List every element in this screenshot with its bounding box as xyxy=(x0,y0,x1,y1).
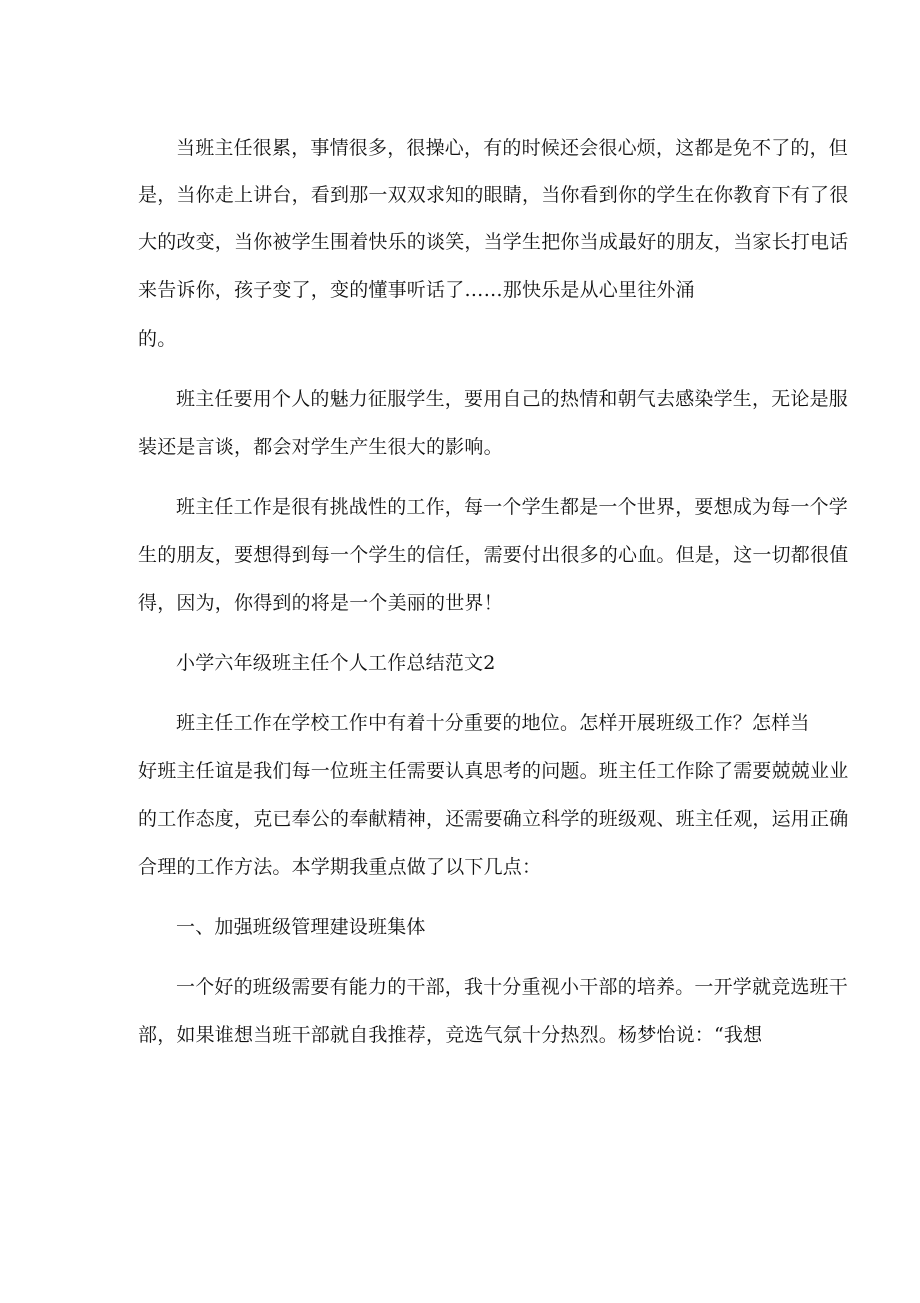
paragraph-1-line-1: 当班主任很累，事情很多，很操心，有的时候还会很心烦，这都是免不了的，但 xyxy=(176,137,849,159)
subsection-heading: 一、加强班级管理建设班集体 xyxy=(176,916,426,938)
paragraph-5-line-1: 班主任工作在学校工作中有着十分重要的地位。怎样开展班级工作？怎样当 xyxy=(176,712,810,734)
paragraph-3-line-1: 班主任工作是很有挑战性的工作，每一个学生都是一个世界，要想成为每一个学 xyxy=(176,496,849,518)
paragraph-2-line-1: 班主任要用个人的魅力征服学生，要用自己的热情和朝气去感染学生，无论是服 xyxy=(176,388,849,410)
paragraph-1-line-3: 大的改变，当你被学生围着快乐的谈笑，当学生把你当成最好的朋友，当家长打电话 xyxy=(138,231,849,253)
paragraph-7-line-2: 部，如果谁想当班干部就自我推荐，竞选气氛十分热烈。杨梦怡说：“我想 xyxy=(138,1024,763,1046)
paragraph-1-line-5: 的。 xyxy=(138,328,177,350)
section-heading: 小学六年级班主任个人工作总结范文2 xyxy=(176,652,496,674)
paragraph-7-line-1: 一个好的班级需要有能力的干部，我十分重视小干部的培养。一开学就竞选班干 xyxy=(176,976,849,998)
paragraph-5-line-2: 好班主任谊是我们每一位班主任需要认真思考的问题。班主任工作除了需要兢兢业业 xyxy=(138,760,849,782)
paragraph-1-line-2: 是，当你走上讲台，看到那一双双求知的眼睛，当你看到你的学生在你教育下有了很 xyxy=(138,184,849,206)
paragraph-1-line-4: 来告诉你，孩子变了，变的懂事听话了……那快乐是从心里往外涌 xyxy=(138,279,695,301)
paragraph-2-line-2: 装还是言谈，都会对学生产生很大的影响。 xyxy=(138,436,503,458)
paragraph-3-line-2: 生的朋友，要想得到每一个学生的信任，需要付出很多的心血。但是，这一切都很值 xyxy=(138,544,849,566)
paragraph-5-line-3: 的工作态度，克已奉公的奉献精神，还需要确立科学的班级观、班主任观，运用正确 xyxy=(138,808,849,830)
paragraph-3-line-3: 得，因为，你得到的将是一个美丽的世界！ xyxy=(138,592,503,614)
paragraph-5-line-4: 合理的工作方法。本学期我重点做了以下几点： xyxy=(138,856,542,878)
